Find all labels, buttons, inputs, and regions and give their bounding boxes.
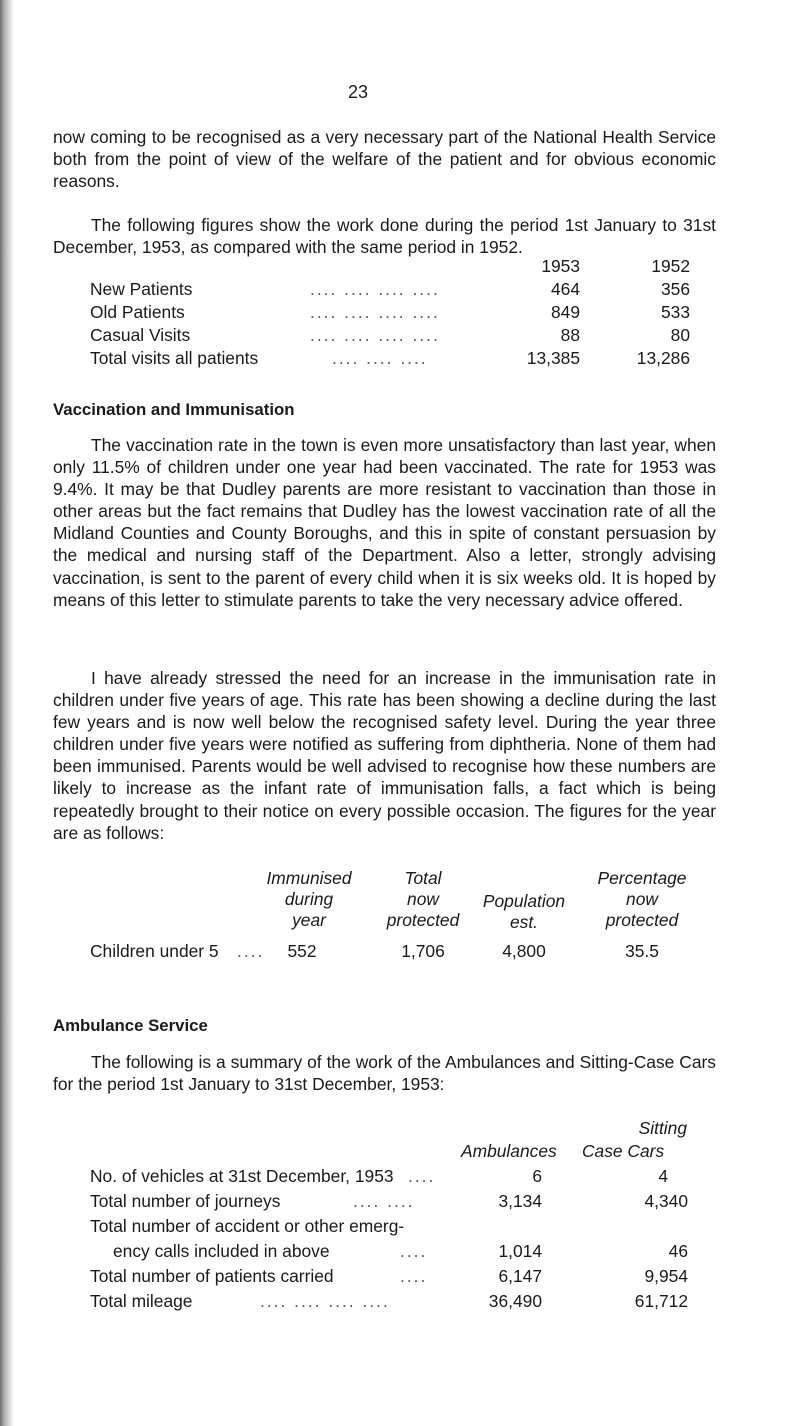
leader-dots: .... .... .... .... xyxy=(310,325,440,345)
leader-dots: .... .... .... .... xyxy=(260,1291,390,1311)
header-line: Total xyxy=(404,868,442,888)
row-label: Total mileage xyxy=(90,1291,193,1311)
intro-paragraph: now coming to be recognised as a very necessary part of the National Health Service both from the point of view of the welfare of the patient and for obvious economic reasons. xyxy=(53,127,716,192)
value-case-cars: 9,954 xyxy=(644,1266,688,1286)
leader-dots: .... .... .... .... xyxy=(310,279,440,299)
value-1952: 13,286 xyxy=(636,348,690,368)
value-ambulances: 6 xyxy=(532,1166,542,1186)
value-1952: 80 xyxy=(670,325,690,345)
value-1953: 13,385 xyxy=(526,348,580,368)
row-label: Old Patients xyxy=(90,302,185,322)
visits-col-1952: 1952 xyxy=(651,256,690,276)
value-ambulances: 36,490 xyxy=(488,1291,542,1311)
header-line: Immunised xyxy=(266,868,352,888)
header-line: est. xyxy=(509,912,539,932)
value-case-cars: 46 xyxy=(668,1241,688,1261)
header-sitting: Sitting xyxy=(638,1118,687,1138)
value-1953: 849 xyxy=(550,302,580,322)
header-ambulances: Ambulances xyxy=(461,1141,557,1161)
value-ambulances: 1,014 xyxy=(498,1241,542,1261)
value-immunised: 552 xyxy=(287,941,317,961)
header-line: Percentage xyxy=(597,868,687,888)
value-population: 4,800 xyxy=(502,941,546,961)
immunisation-paragraph: I have already stressed the need for an increase in the immunisation rate in children under five years of age. This rate has been showing a decline during the last few years and is now well below the recognised safety level. During the year three children under five years were notified as suffering from diphtheria. None of them had been immunised. Parents would be well advised to recognise how these numbers are likely to increase as the infant rate of immunisation falls, a fact which is being repeatedly brought to their notice on every possible occasion. The figures for the year are as follows: xyxy=(53,668,716,843)
row-label: Total number of patients carried xyxy=(90,1266,334,1286)
header-line: year xyxy=(292,910,326,930)
page-number: 23 xyxy=(347,82,369,102)
value-1952: 533 xyxy=(660,302,690,322)
value-percentage: 35.5 xyxy=(625,941,659,961)
header-line: Population xyxy=(482,891,566,911)
figures-paragraph: The following figures show the work done during the period 1st January to 31st December, 1953, as compared with the same period in 1952. xyxy=(53,215,716,258)
row-label: New Patients xyxy=(90,279,193,299)
vaccination-paragraph: The vaccination rate in the town is even more unsatisfactory than last year, when only 11.5% of children under one year had been vaccinated. The rate for 1953 was 9.4%. It may be that Dudley parents are more resistant to vaccination than those in other areas but the fact remains that Dudley has the lowest vaccination rate of all the Midland Counties and County Boroughs, and this in spite of constant persuasion by the medical and nursing staff of the Department. Also a letter, strongly advising vaccination, is sent to the parent of every child when it is six weeks old. It is hoped by means of this letter to stimulate parents to take the very necessary advice offered. xyxy=(53,435,716,610)
value-ambulances: 6,147 xyxy=(498,1266,542,1286)
row-label: Total number of accident or other emerg- xyxy=(90,1216,405,1236)
value-case-cars: 4 xyxy=(658,1166,668,1186)
value-ambulances: 3,134 xyxy=(498,1191,542,1211)
header-line: protected xyxy=(386,910,460,930)
visits-col-1953: 1953 xyxy=(541,256,580,276)
leader-dots: .... .... xyxy=(353,1191,415,1211)
leader-dots: .... .... .... .... xyxy=(310,302,440,322)
value-case-cars: 61,712 xyxy=(634,1291,688,1311)
row-label: Total number of journeys xyxy=(90,1191,281,1211)
leader-dots: .... .... .... xyxy=(332,348,428,368)
leader-dots: .... xyxy=(400,1241,428,1261)
header-percentage xyxy=(572,868,712,931)
value-1952: 356 xyxy=(660,279,690,299)
row-label: ency calls included in above xyxy=(113,1241,330,1261)
header-case-cars: Case Cars xyxy=(582,1141,665,1161)
header-immunised xyxy=(244,868,374,931)
value-total: 1,706 xyxy=(401,941,445,961)
header-line: during xyxy=(284,889,334,909)
leader-dots: .... xyxy=(408,1166,436,1186)
row-label: Total visits all patients xyxy=(90,348,259,368)
row-label: Children under 5 xyxy=(90,941,219,961)
vaccination-heading: Vaccination and Immunisation xyxy=(53,400,295,419)
header-line: now xyxy=(626,889,658,909)
leader-dots: .... xyxy=(400,1266,428,1286)
value-case-cars: 4,340 xyxy=(644,1191,688,1211)
header-line: protected xyxy=(605,910,679,930)
ambulance-paragraph: The following is a summary of the work of the Ambulances and Sitting-Case Cars for the period 1st January to 31st December, 1953: xyxy=(53,1052,716,1095)
ambulance-heading: Ambulance Service xyxy=(53,1016,208,1035)
leader-dots: .... xyxy=(237,941,265,961)
value-1953: 464 xyxy=(550,279,580,299)
header-line: now xyxy=(407,889,439,909)
row-label: No. of vehicles at 31st December, 1953 xyxy=(90,1166,394,1186)
row-label: Casual Visits xyxy=(90,325,191,345)
value-1953: 88 xyxy=(560,325,580,345)
header-population xyxy=(464,891,584,933)
page-binding-edge xyxy=(0,0,14,1426)
